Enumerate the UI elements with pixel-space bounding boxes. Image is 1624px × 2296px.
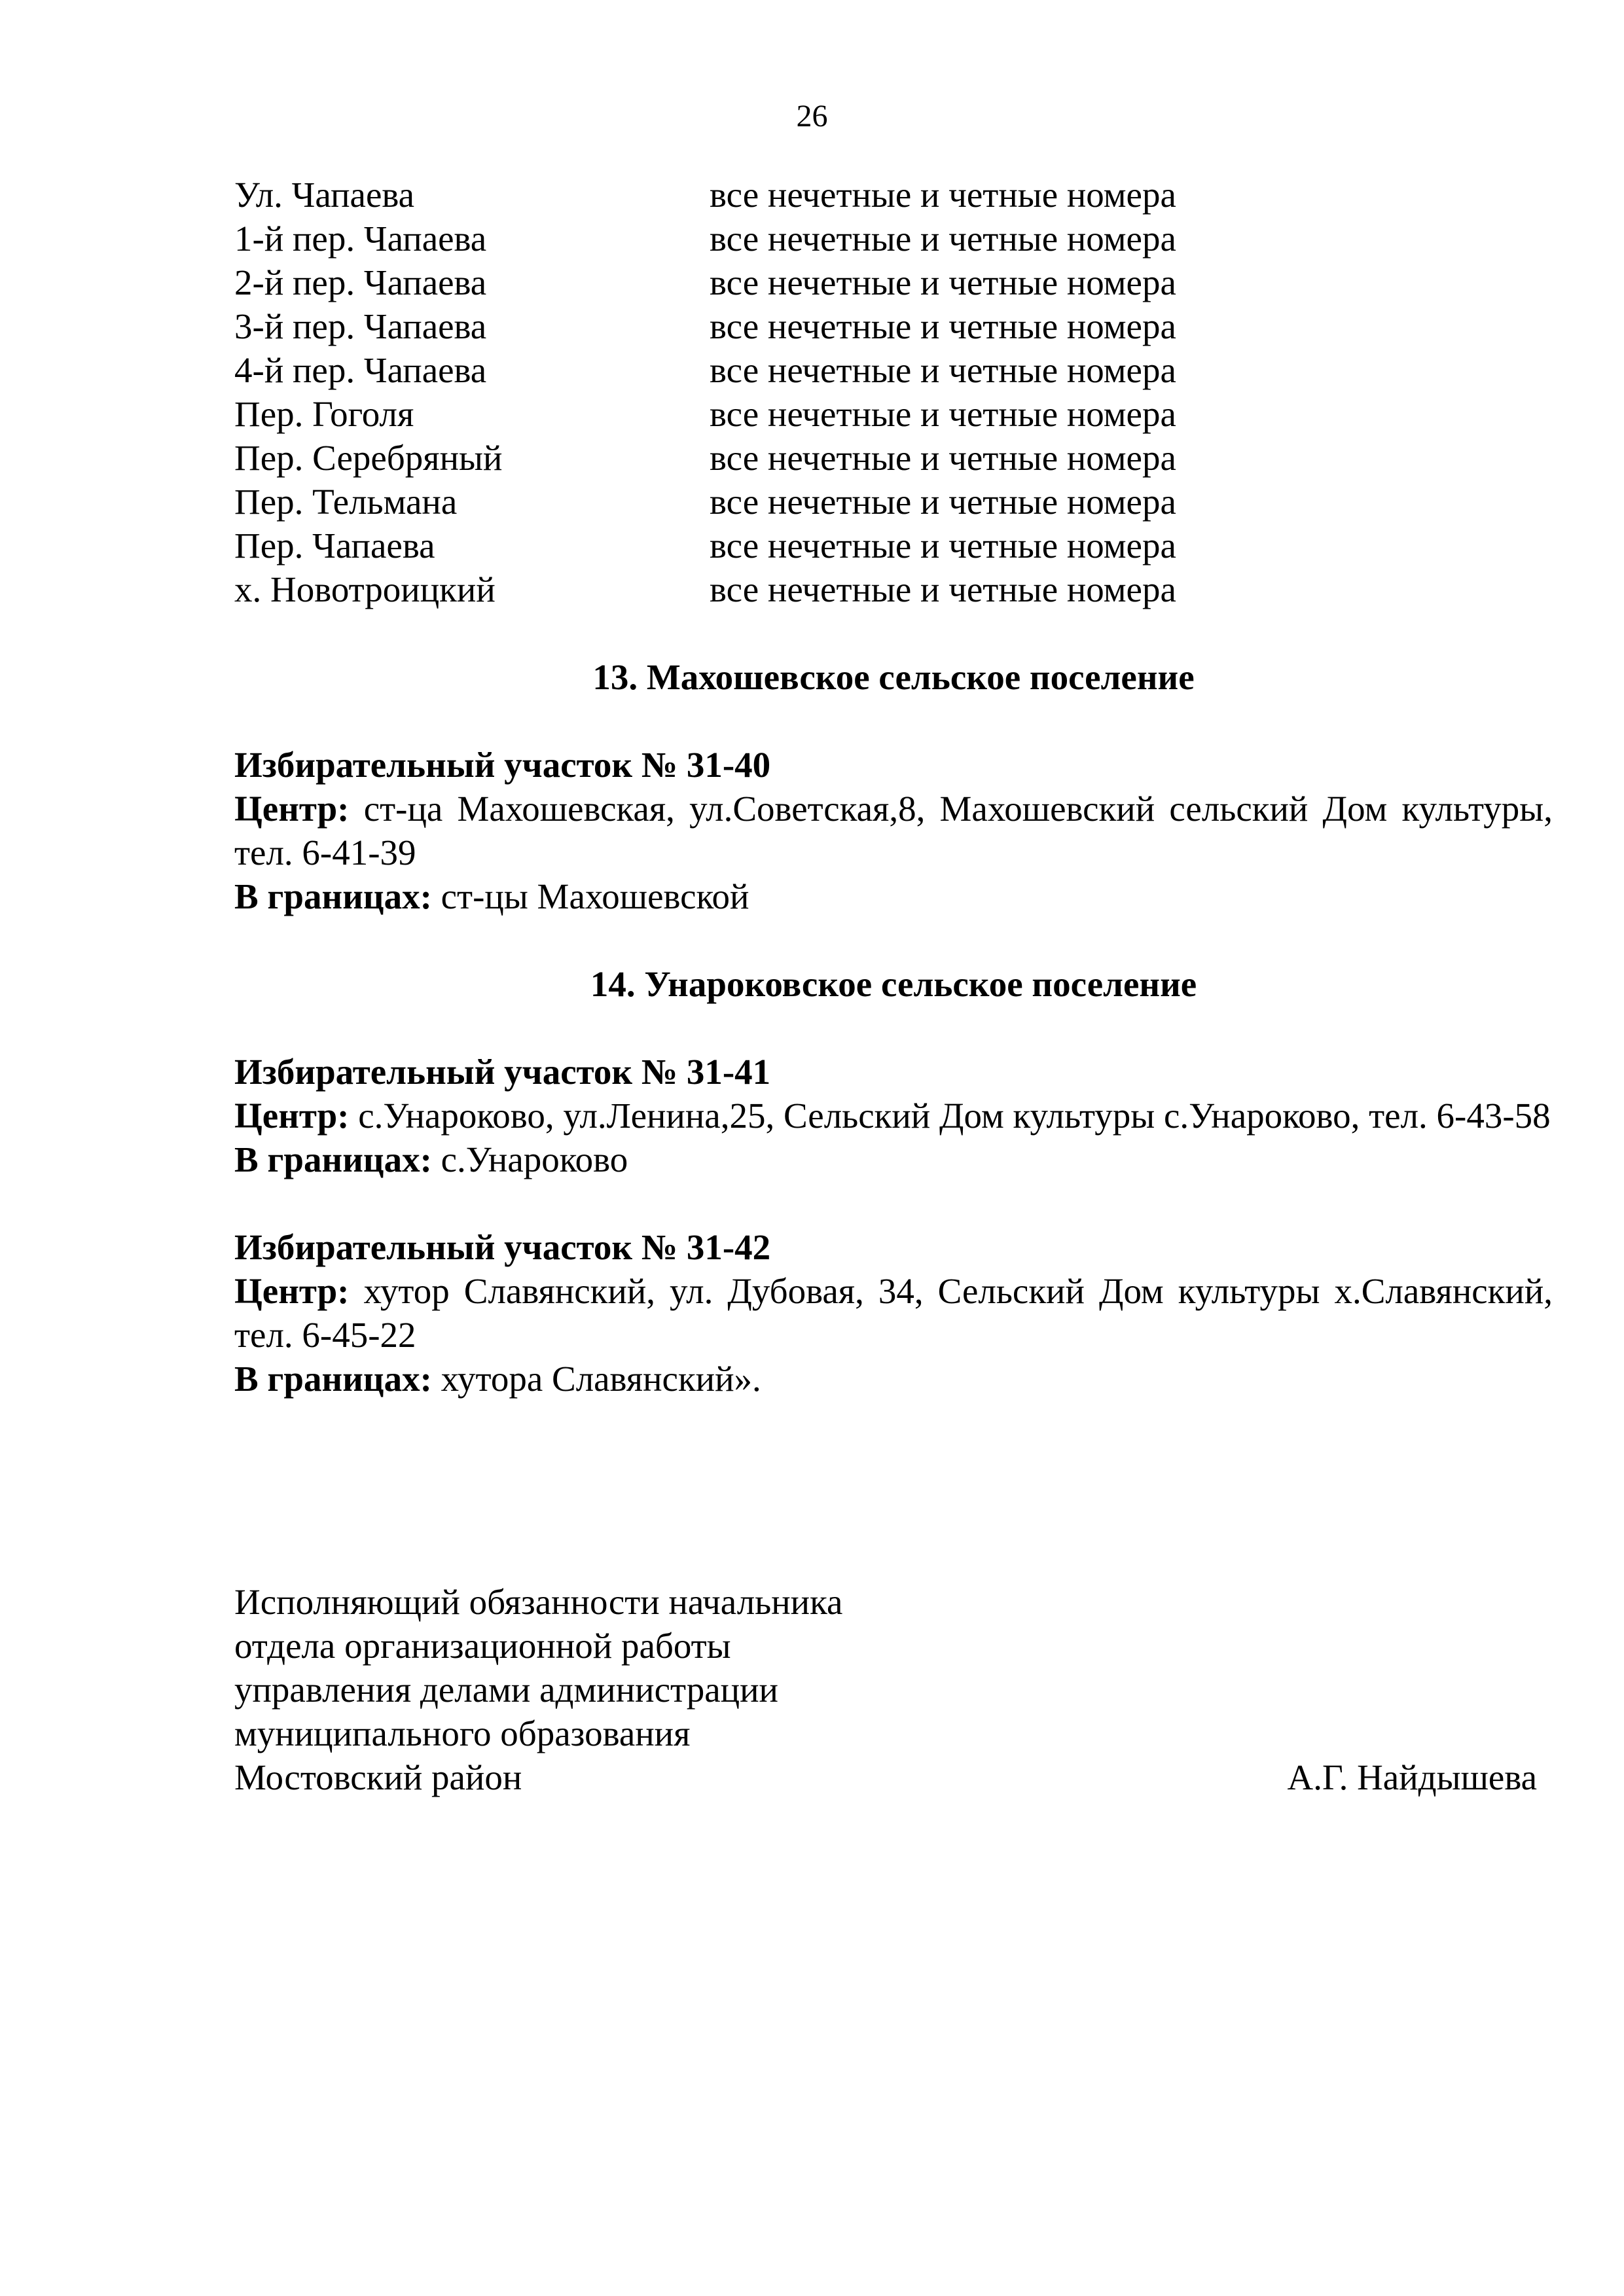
bounds-label: В границах: (234, 876, 432, 916)
center-text: с.Унароково, ул.Ленина,25, Сельский Дом культуры с.Унароково, тел. 6-43-58 (358, 1096, 1551, 1136)
precinct-center (234, 1094, 1553, 1138)
street-numbers: все нечетные и четные номера (710, 526, 1176, 565)
street-name: Пер. Серебряный (234, 438, 503, 478)
street-row (234, 217, 1553, 260)
precinct-center (234, 1269, 1553, 1357)
precinct-31-40 (234, 743, 1553, 918)
center-label: Центр: (234, 1271, 350, 1311)
street-row (234, 392, 1553, 436)
signatory-name: А.Г. Найдышева (1287, 1757, 1537, 1797)
street-numbers: все нечетные и четные номера (710, 438, 1176, 478)
precinct-bounds (234, 1138, 1553, 1181)
street-name: х. Новотроицкий (234, 569, 496, 609)
street-numbers: все нечетные и четные номера (710, 350, 1176, 390)
center-text: ст-ца Махошевская, ул.Советская,8, Махошевский сельский Дом культуры, тел. 6-41-39 (234, 789, 1553, 872)
street-row (234, 480, 1553, 524)
bounds-text: ст-цы Махошевской (441, 876, 749, 916)
page-number: 26 (796, 99, 828, 134)
signature-position-line: Мостовский район (234, 1757, 522, 1797)
bounds-text: с.Унароково (441, 1139, 628, 1179)
street-name: 2-й пер. Чапаева (234, 262, 487, 302)
street-numbers: все нечетные и четные номера (710, 306, 1176, 346)
bounds-label: В границах: (234, 1359, 432, 1399)
precinct-center (234, 787, 1553, 874)
street-name: 1-й пер. Чапаева (234, 219, 487, 259)
street-row (234, 304, 1553, 348)
section-14-title: 14. Унароковское сельское поселение (590, 964, 1197, 1004)
precinct-31-42 (234, 1225, 1553, 1401)
bounds-text: хутора Славянский». (441, 1359, 761, 1399)
street-row (234, 260, 1553, 304)
precinct-31-41 (234, 1050, 1553, 1181)
precinct-bounds (234, 1357, 1553, 1401)
signature-position-line: управления делами администрации (234, 1670, 778, 1710)
section-13-title: 13. Махошевское сельское поселение (592, 657, 1195, 697)
street-row (234, 436, 1553, 480)
street-numbers: все нечетные и четные номера (710, 219, 1176, 259)
street-numbers: все нечетные и четные номера (710, 482, 1176, 522)
street-name: Пер. Тельмана (234, 482, 458, 522)
street-row (234, 567, 1553, 611)
document-body (234, 173, 1553, 1401)
center-label: Центр: (234, 789, 350, 829)
street-numbers: все нечетные и четные номера (710, 569, 1176, 609)
center-text: хутор Славянский, ул. Дубовая, 34, Сельский Дом культуры х.Славянский, тел. 6-45-22 (234, 1271, 1553, 1355)
street-name: 4-й пер. Чапаева (234, 350, 487, 390)
precinct-bounds (234, 874, 1553, 918)
precinct-heading: Избирательный участок № 31-41 (234, 1052, 771, 1092)
street-numbers: все нечетные и четные номера (710, 394, 1176, 434)
center-label: Центр: (234, 1096, 350, 1136)
signature-position-line: муниципального образования (234, 1713, 691, 1753)
street-row (234, 524, 1553, 567)
street-list (234, 173, 1553, 611)
signature-position-line: Исполняющий обязанности начальника (234, 1582, 843, 1622)
street-name: Пер. Чапаева (234, 526, 435, 565)
street-name: Пер. Гоголя (234, 394, 414, 434)
precinct-heading: Избирательный участок № 31-40 (234, 745, 771, 785)
street-row (234, 348, 1553, 392)
precinct-heading: Избирательный участок № 31-42 (234, 1227, 771, 1267)
street-row (234, 173, 1553, 217)
street-name: 3-й пер. Чапаева (234, 306, 487, 346)
bounds-label: В границах: (234, 1139, 432, 1179)
signature-last-line (234, 1755, 1537, 1799)
street-numbers: все нечетные и четные номера (710, 175, 1176, 215)
street-numbers: все нечетные и четные номера (710, 262, 1176, 302)
signature-block (234, 1580, 1537, 1799)
street-name: Ул. Чапаева (234, 175, 415, 215)
signature-position-line: отдела организационной работы (234, 1626, 731, 1666)
